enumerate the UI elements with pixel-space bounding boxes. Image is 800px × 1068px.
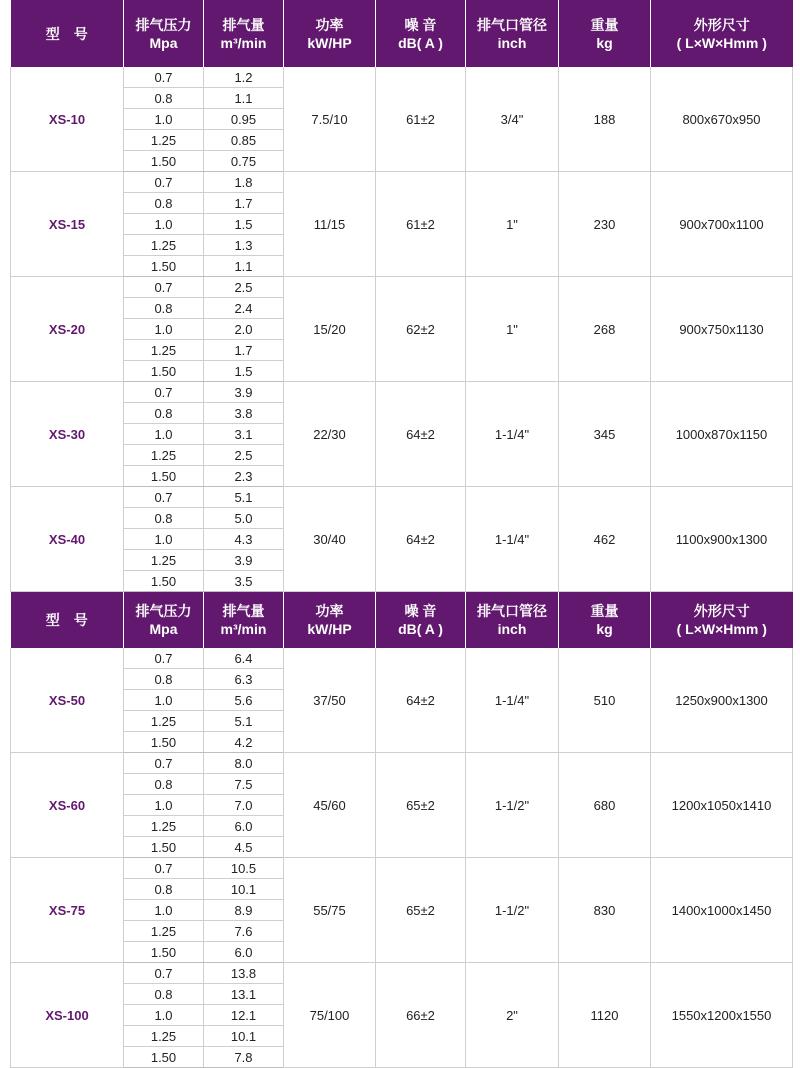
- flow-cell: 4.3: [204, 529, 284, 550]
- outlet-cell: 1": [466, 277, 559, 382]
- pressure-cell: 1.50: [124, 151, 204, 172]
- table-row: [11, 648, 793, 669]
- header-weight: [559, 0, 651, 67]
- header-size-line-0: 外形尺寸: [693, 603, 750, 619]
- header-pressure-line-0: 排气压力: [135, 16, 192, 33]
- pressure-cell: 0.8: [124, 879, 204, 900]
- outlet-cell: 1-1/2": [466, 753, 559, 858]
- pressure-cell: 0.8: [124, 669, 204, 690]
- weight-cell: 230: [559, 172, 651, 277]
- size-cell: 1400x1000x1450: [651, 858, 793, 963]
- noise-cell: 64±2: [376, 648, 466, 753]
- spec-table: [10, 0, 793, 1068]
- outlet-cell: 1-1/4": [466, 382, 559, 487]
- flow-cell: 2.4: [204, 298, 284, 319]
- header-noise-line-0: 噪 音: [404, 603, 437, 619]
- size-cell: 1250x900x1300: [651, 648, 793, 753]
- weight-cell: 1120: [559, 963, 651, 1068]
- pressure-cell: 1.50: [124, 256, 204, 277]
- pressure-cell: 0.8: [124, 193, 204, 214]
- header-flow: [204, 0, 284, 67]
- power-cell: 11/15: [284, 172, 376, 277]
- header-outlet-line-0: 排气口管径: [477, 603, 547, 619]
- pressure-cell: 1.25: [124, 445, 204, 466]
- flow-cell: 13.8: [204, 963, 284, 984]
- flow-cell: 4.2: [204, 732, 284, 753]
- header-pressure-line-1: Mpa: [149, 34, 178, 51]
- table-row: [11, 67, 793, 88]
- header-weight-line-1: kg: [596, 34, 613, 51]
- outlet-cell: 3/4": [466, 67, 559, 172]
- pressure-cell: 0.7: [124, 382, 204, 403]
- header-outlet-line-1: inch: [497, 621, 527, 637]
- header-power: [284, 592, 376, 649]
- size-cell: 900x750x1130: [651, 277, 793, 382]
- pressure-cell: 1.50: [124, 732, 204, 753]
- header-model: 型 号: [11, 0, 124, 67]
- flow-cell: 1.5: [204, 214, 284, 235]
- flow-cell: 1.7: [204, 340, 284, 361]
- outlet-cell: 1-1/2": [466, 858, 559, 963]
- header-size-line-0: 外形尺寸: [693, 16, 750, 33]
- flow-cell: 3.9: [204, 550, 284, 571]
- header-flow-line-0: 排气量: [222, 603, 265, 619]
- header-flow-line-1: m³/min: [220, 621, 267, 637]
- pressure-cell: 0.7: [124, 487, 204, 508]
- flow-cell: 7.6: [204, 921, 284, 942]
- flow-cell: 13.1: [204, 984, 284, 1005]
- header-weight: [559, 592, 651, 649]
- pressure-cell: 0.7: [124, 277, 204, 298]
- weight-cell: 188: [559, 67, 651, 172]
- outlet-cell: 2": [466, 963, 559, 1068]
- table-row: [11, 858, 793, 879]
- table-row: [11, 753, 793, 774]
- header-pressure-line-1: Mpa: [149, 621, 178, 637]
- pressure-cell: 1.0: [124, 109, 204, 130]
- header-size-line-1: ( L×W×Hmm ): [676, 621, 767, 637]
- flow-cell: 3.5: [204, 571, 284, 592]
- table-row: [11, 382, 793, 403]
- power-cell: 15/20: [284, 277, 376, 382]
- weight-cell: 268: [559, 277, 651, 382]
- power-cell: 45/60: [284, 753, 376, 858]
- header-flow-line-1: m³/min: [220, 34, 267, 51]
- flow-cell: 5.1: [204, 711, 284, 732]
- flow-cell: 3.1: [204, 424, 284, 445]
- size-cell: 900x700x1100: [651, 172, 793, 277]
- model-name: XS-15: [11, 172, 124, 277]
- model-name: XS-50: [11, 648, 124, 753]
- flow-cell: 1.2: [204, 67, 284, 88]
- outlet-cell: 1-1/4": [466, 487, 559, 592]
- flow-cell: 8.9: [204, 900, 284, 921]
- pressure-cell: 1.25: [124, 130, 204, 151]
- model-name: XS-60: [11, 753, 124, 858]
- flow-cell: 5.0: [204, 508, 284, 529]
- header-row: [11, 592, 793, 649]
- pressure-cell: 1.50: [124, 361, 204, 382]
- header-pressure: [124, 592, 204, 649]
- noise-cell: 65±2: [376, 753, 466, 858]
- header-power-line-0: 功率: [315, 603, 344, 619]
- pressure-cell: 1.50: [124, 571, 204, 592]
- pressure-cell: 1.25: [124, 1026, 204, 1047]
- model-name: XS-10: [11, 67, 124, 172]
- header-power-line-1: kW/HP: [307, 34, 352, 51]
- size-cell: 1000x870x1150: [651, 382, 793, 487]
- flow-cell: 7.5: [204, 774, 284, 795]
- outlet-cell: 1-1/4": [466, 648, 559, 753]
- header-pressure-line-0: 排气压力: [135, 603, 192, 619]
- flow-cell: 10.1: [204, 1026, 284, 1047]
- model-name: XS-100: [11, 963, 124, 1068]
- pressure-cell: 1.50: [124, 837, 204, 858]
- size-cell: 1550x1200x1550: [651, 963, 793, 1068]
- header-outlet-line-1: inch: [497, 34, 527, 51]
- pressure-cell: 1.25: [124, 340, 204, 361]
- header-noise: [376, 0, 466, 67]
- header-noise-line-1: dB( A ): [398, 621, 443, 637]
- header-weight-line-1: kg: [596, 621, 613, 637]
- pressure-cell: 1.25: [124, 921, 204, 942]
- pressure-cell: 0.8: [124, 984, 204, 1005]
- power-cell: 22/30: [284, 382, 376, 487]
- pressure-cell: 1.0: [124, 529, 204, 550]
- flow-cell: 5.1: [204, 487, 284, 508]
- header-weight-line-0: 重量: [590, 603, 619, 619]
- header-model: 型 号: [11, 592, 124, 649]
- flow-cell: 6.0: [204, 816, 284, 837]
- pressure-cell: 1.0: [124, 319, 204, 340]
- power-cell: 37/50: [284, 648, 376, 753]
- model-name: XS-40: [11, 487, 124, 592]
- flow-cell: 4.5: [204, 837, 284, 858]
- header-noise: [376, 592, 466, 649]
- pressure-cell: 0.8: [124, 403, 204, 424]
- weight-cell: 830: [559, 858, 651, 963]
- power-cell: 55/75: [284, 858, 376, 963]
- header-size: [651, 0, 793, 67]
- pressure-cell: 0.7: [124, 172, 204, 193]
- header-noise-line-0: 噪 音: [404, 16, 437, 33]
- noise-cell: 65±2: [376, 858, 466, 963]
- weight-cell: 680: [559, 753, 651, 858]
- pressure-cell: 1.0: [124, 424, 204, 445]
- pressure-cell: 1.50: [124, 942, 204, 963]
- outlet-cell: 1": [466, 172, 559, 277]
- table-row: [11, 277, 793, 298]
- flow-cell: 0.85: [204, 130, 284, 151]
- header-size-line-1: ( L×W×Hmm ): [676, 34, 767, 51]
- size-cell: 800x670x950: [651, 67, 793, 172]
- flow-cell: 2.5: [204, 277, 284, 298]
- power-cell: 30/40: [284, 487, 376, 592]
- flow-cell: 1.7: [204, 193, 284, 214]
- flow-cell: 5.6: [204, 690, 284, 711]
- header-outlet: [466, 592, 559, 649]
- size-cell: 1200x1050x1410: [651, 753, 793, 858]
- noise-cell: 62±2: [376, 277, 466, 382]
- flow-cell: 1.5: [204, 361, 284, 382]
- flow-cell: 0.75: [204, 151, 284, 172]
- pressure-cell: 0.8: [124, 298, 204, 319]
- flow-cell: 1.3: [204, 235, 284, 256]
- flow-cell: 1.8: [204, 172, 284, 193]
- noise-cell: 66±2: [376, 963, 466, 1068]
- header-size: [651, 592, 793, 649]
- header-power-line-1: kW/HP: [307, 621, 352, 637]
- table-row: [11, 963, 793, 984]
- header-weight-line-0: 重量: [590, 16, 619, 33]
- header-flow-line-0: 排气量: [222, 16, 265, 33]
- model-name: XS-30: [11, 382, 124, 487]
- power-cell: 75/100: [284, 963, 376, 1068]
- pressure-cell: 0.7: [124, 963, 204, 984]
- pressure-cell: 1.25: [124, 711, 204, 732]
- pressure-cell: 1.0: [124, 690, 204, 711]
- flow-cell: 6.0: [204, 942, 284, 963]
- flow-cell: 6.3: [204, 669, 284, 690]
- noise-cell: 64±2: [376, 487, 466, 592]
- header-flow: [204, 592, 284, 649]
- noise-cell: 64±2: [376, 382, 466, 487]
- pressure-cell: 0.7: [124, 858, 204, 879]
- flow-cell: 3.9: [204, 382, 284, 403]
- flow-cell: 10.1: [204, 879, 284, 900]
- header-row: [11, 0, 793, 67]
- pressure-cell: 1.0: [124, 795, 204, 816]
- power-cell: 7.5/10: [284, 67, 376, 172]
- header-outlet-line-0: 排气口管径: [477, 16, 547, 33]
- flow-cell: 6.4: [204, 648, 284, 669]
- pressure-cell: 0.7: [124, 67, 204, 88]
- flow-cell: 0.95: [204, 109, 284, 130]
- flow-cell: 12.1: [204, 1005, 284, 1026]
- pressure-cell: 0.8: [124, 774, 204, 795]
- pressure-cell: 1.0: [124, 900, 204, 921]
- header-power-line-0: 功率: [315, 16, 344, 33]
- flow-cell: 2.3: [204, 466, 284, 487]
- header-pressure: [124, 0, 204, 67]
- header-power: [284, 0, 376, 67]
- table-row: [11, 172, 793, 193]
- pressure-cell: 1.25: [124, 816, 204, 837]
- weight-cell: 345: [559, 382, 651, 487]
- flow-cell: 1.1: [204, 256, 284, 277]
- pressure-cell: 0.8: [124, 508, 204, 529]
- flow-cell: 2.0: [204, 319, 284, 340]
- flow-cell: 7.8: [204, 1047, 284, 1068]
- pressure-cell: 0.7: [124, 648, 204, 669]
- pressure-cell: 1.0: [124, 1005, 204, 1026]
- flow-cell: 2.5: [204, 445, 284, 466]
- pressure-cell: 0.7: [124, 753, 204, 774]
- model-name: XS-75: [11, 858, 124, 963]
- weight-cell: 462: [559, 487, 651, 592]
- header-noise-line-1: dB( A ): [398, 34, 443, 51]
- pressure-cell: 1.50: [124, 466, 204, 487]
- pressure-cell: 0.8: [124, 88, 204, 109]
- flow-cell: 1.1: [204, 88, 284, 109]
- pressure-cell: 1.25: [124, 550, 204, 571]
- noise-cell: 61±2: [376, 67, 466, 172]
- model-name: XS-20: [11, 277, 124, 382]
- pressure-cell: 1.25: [124, 235, 204, 256]
- header-outlet: [466, 0, 559, 67]
- size-cell: 1100x900x1300: [651, 487, 793, 592]
- flow-cell: 10.5: [204, 858, 284, 879]
- table-row: [11, 487, 793, 508]
- pressure-cell: 1.50: [124, 1047, 204, 1068]
- weight-cell: 510: [559, 648, 651, 753]
- flow-cell: 8.0: [204, 753, 284, 774]
- flow-cell: 3.8: [204, 403, 284, 424]
- pressure-cell: 1.0: [124, 214, 204, 235]
- flow-cell: 7.0: [204, 795, 284, 816]
- noise-cell: 61±2: [376, 172, 466, 277]
